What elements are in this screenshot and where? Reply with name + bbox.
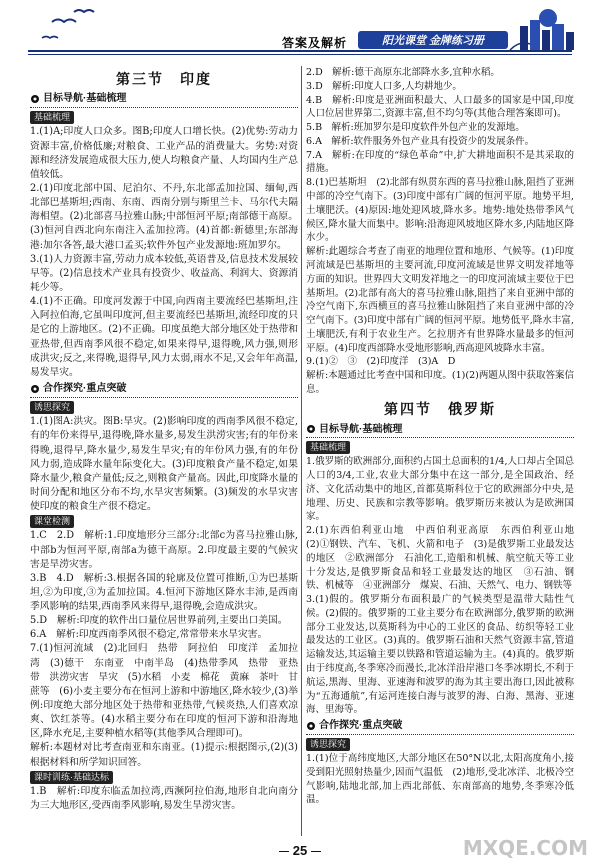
answer-paragraph: 3.(1)人力资源丰富,劳动力成本较低,英语普及,信息技术发展较早等。(2)信息技术产业具有投资少、收益高、利润大、资源消耗少等。 (30, 253, 298, 293)
answer-paragraph: 6.A 解析:印度西南季风很不稳定,常常带来水旱灾害。 (30, 629, 268, 641)
section-title: 第三节 印度 (116, 71, 212, 87)
gear-icon (306, 424, 316, 434)
answer-paragraph: 3.(1)假的。俄罗斯分布面积最广的气候类型是温带大陆性气候。(2)假的。俄罗斯的工业主要分布在欧洲部分,俄罗斯的欧洲部分工业发达,以莫斯科为中心的工业区的食品、纺织等轻工业最发达的工业区。(3)真的。俄罗斯石油和天然气资源丰富,管道运输发达,其运输主要以铁路和管道运输为主。(4)真的。俄罗斯由于纬度高,冬季寒冷而漫长,北冰洋沿岸港口冬季冰期长,不利于航运,黑海、里海、亚速海和波罗的海为其主要出海口,因此被称为“五海通航”,有运河连接白海与波罗的海、白海、黑海、亚速海、里海等。 (306, 594, 574, 716)
page-header (0, 0, 600, 62)
section-heading-text: 合作探究·重点突破 (319, 720, 403, 732)
subsection-tag: 诱思探究 (306, 738, 350, 751)
answer-paragraph: 1.(1)A;印度人口众多。图B;印度人口增长快。(2)优势:劳动力资源丰富,价格低廉;对粮食、工业产品的消费量大。劣势:对资源和经济发展造成很大压力,使人均粮食产量、人均国内生产总值较低。 (30, 126, 298, 180)
answer-paragraph: 2.D 解析:德干高原东北部降水多,宜种水稻。 (306, 67, 500, 78)
answer-paragraph: 9.(1)② ③ (2)印度洋 (3)A D (306, 356, 456, 368)
answer-paragraph: 4.B 解析:印度是亚洲面积最大、人口最多的国家是中国,印度人口位居世界第二,资源丰富,但不均匀等(其他合理答案即可)。 (306, 94, 574, 120)
answer-paragraph: 5.B 解析:班加罗尔是印度软件外包产业的发源地。 (306, 122, 525, 134)
section-heading-text: 目标导航·基础梳理 (43, 93, 127, 105)
section-title: 第四节 俄罗斯 (384, 400, 496, 417)
subsection-tag: 基础梳理 (306, 441, 350, 454)
right-column (306, 66, 584, 807)
answer-paragraph: 解析:本题通过比考查中国和印度。(1)(2)两题从图中获取答案信息。 (306, 370, 574, 395)
header-rule-thin (28, 54, 572, 55)
header-brand: 阳光课堂 金牌练习册 (358, 31, 508, 49)
gear-icon (306, 721, 316, 731)
gear-icon (30, 94, 40, 104)
answer-paragraph: 2.(1)东西伯利亚山地 中西伯利亚高原 东西伯利亚山地 (2)①钢铁、汽车、飞机、火箭和电子 (3)是俄罗斯工业最发达的地区 ②欧洲部分 石油化工,造船和机械、航空航天等工业十分发达,是俄罗斯食品和轻工业最发达的地区 ③石油、钢铁、机械等 ④亚洲部分 煤炭、石油、天然气、电力、钢铁等 (306, 525, 584, 592)
answer-paragraph: 3.D 解析:印度人口多,人均耕地少。 (306, 80, 462, 92)
header-decoration (0, 0, 600, 62)
answer-paragraph: 1.(1)位于高纬度地区,大部分地区在50°N以北,太阳高度角小,接受到阳光照射热量少,因而气温低 (2)地形,受北冰洋、北极冷空气影响,陆地北部,加上西北部低、东南部高的地势,冬季寒冷低温。 (306, 752, 574, 806)
answer-paragraph: 解析:此题综合考查了南亚的地理位置和地形、气候等。(1)印度河流域是巴基斯坦的主要河流,印度河流域是世界文明发祥地等方面的知识。世界四大文明发祥地之一的印度河流域主要位于巴基斯坦。(2)北部有高大的喜马拉雅山脉,阻挡了来自亚洲中部的冷空气南下,东西横亘的喜马拉雅山脉阻挡了来自亚洲中部的冷空气南下。(3)印度中部有广阔的恒河平原。地势低平,降水丰富,土壤肥沃,有利于农业生产。乞拉朋齐有世界降水量最多的恒河平原。(4)印度西部降水受地形影响,西高迎风坡降水丰富。 (306, 246, 574, 354)
answer-paragraph: 1.C 2.D 解析:1.印度地形分三部分:北部c为喜马拉雅山脉,中部b为恒河平原,南部a为德干高原。2.印度最主要的气候灾害是旱涝灾害。 (30, 530, 298, 570)
answer-paragraph: 1.B 解析:印度东临孟加拉湾,西濒阿拉伯海,地形自北向南分为三大地形区,受西南季风影响,易发生旱涝灾害。 (30, 785, 298, 812)
answer-paragraph: 8.(1)巴基斯坦 (2)北部有纵贯东西的喜马拉雅山脉,阻挡了亚洲中部的冷空气南下。(3)印度中部有广阔的恒河平原。地势平坦,土壤肥沃。(4)原因:地处迎风坡,降水多。地势:地处热带季风气候区,降水量大而集中。影响:沿海迎风坡地区降水多,内陆地区降水少。 (306, 177, 574, 244)
gear-icon (30, 384, 40, 394)
section-heading (30, 92, 298, 108)
page-number-dash (311, 851, 321, 852)
left-column (30, 66, 298, 813)
column-divider (301, 66, 302, 836)
answer-paragraph: 1.俄罗斯的欧洲部分,面积约占国土总面积的1/4,人口却占全国总人口的3/4,工业,农业大部分集中在这一部分,是全国政治、经济、文化活动集中的地区,首都莫斯科位于它的欧洲部分中央,是地理、历史、民族和宗教等影响。俄罗斯历来被认为是欧洲国家。 (306, 456, 574, 523)
page-number-dash (279, 851, 289, 852)
answer-paragraph: 7.A 解析:在印度的“绿色革命”中,扩大耕地面积不是其采取的措施。 (306, 149, 574, 175)
answer-paragraph: 2.(1)印度北部中国、尼泊尔、不丹,东北部孟加拉国、缅甸,西北部巴基斯坦;西南、东南、西南分别与斯里兰卡、马尔代夫隔海相望。(2)北部喜马拉雅山脉;中部恒河平原;南部德干高原。(3)恒河自西北向东南注入孟加拉湾。(4)首都:新德里;东部海港:加尔各答,最大港口孟买;软件外包产业发源地:班加罗尔。 (30, 182, 298, 251)
subsection-tag: 课堂检测 (30, 515, 74, 528)
section-heading (30, 382, 298, 398)
section-heading (306, 719, 574, 735)
header-title: 答案及解析 (282, 36, 348, 50)
answer-paragraph: 7.(1)恒河流域 (2)北回归 热带 阿拉伯 印度洋 孟加拉湾 (3)德干 东南亚 中南半岛 (4)热带季风 热带 亚热带 洪涝灾害 旱灾 (5)水稻 小麦 棉花 黄麻 茶叶 甘蔗等 (6)小麦主要分布在恒河上游和中游地区,降水较少,(3)举例:印度绝大部分地区处于热带和亚热带,气候炎热,人们喜欢凉爽、饮红茶等。(4)水稻主要分布在印度的恒河下游和沿海地区,降水充足,主要种植水稻等(其他季风合理即可)。 (30, 643, 298, 740)
answer-paragraph: 5.D 解析:印度的软件出口量位居世界前列,主要出口美国。 (30, 615, 288, 627)
subsection-tag: 课时训练·基础达标 (30, 771, 113, 784)
watermark: MXQE.COM (462, 836, 588, 860)
answer-paragraph: 4.(1)不正确。印度河发源于中国,向西南主要流经巴基斯坦,注入阿拉伯海,它虽叫印度河,但主要流经巴基斯坦,流经印度的只是它的上游地区。(2)不正确。印度虽绝大部分地区处于热带和亚热带,但西南季风很不稳定,如果来得早,退得晚,风力强,则形成洪灾;反之,来得晚,退得早,风力太弱,雨水不足,又会年年高温,易发旱灾。 (30, 296, 298, 378)
answer-paragraph: 1.(1)图A:洪灾。图B:旱灾。(2)影响印度的西南季风很不稳定,有的年份来得早,退得晚,降水量多,易发生洪涝灾害;有的年份来得晚,退得早,降水量少,易发生旱灾;有的年份风力强,有的年份风力弱,造成降水量年际变化大。(3)印度粮食产量不稳定,如果降水量少,粮食产量低;反之,则粮食产量高。因此,印度降水量的时间分配和地区分布不均,水旱灾害频繁。(3)频发的水旱灾害使印度的粮食生产很不稳定。 (30, 416, 298, 513)
section-heading-text: 合作探究·重点突破 (43, 382, 127, 394)
answer-paragraph: 6.A 解析:软件服务外包产业具有投资少的发展条件。 (306, 135, 535, 147)
answer-paragraph: 3.B 4.D 解析:3.根据各国的轮廓及位置可推断,①为巴基斯坦,②为印度,③为孟加拉国。4.恒河下游地区降水丰沛,是西南季风影响的结果,西南季风来得早,退得晚,会造成洪灾。 (30, 572, 298, 613)
subsection-tag: 诱思探究 (30, 401, 74, 414)
subsection-tag: 基础梳理 (30, 111, 74, 124)
answer-paragraph: 解析:本题材对比考查南亚和东南亚。(1)提示:根据图示,(2)(3)根据材料和所学知识回答。 (30, 742, 298, 768)
section-heading-text: 目标导航·基础梳理 (319, 423, 403, 435)
page-number-text: 25 (292, 843, 308, 858)
section-heading (306, 423, 574, 439)
